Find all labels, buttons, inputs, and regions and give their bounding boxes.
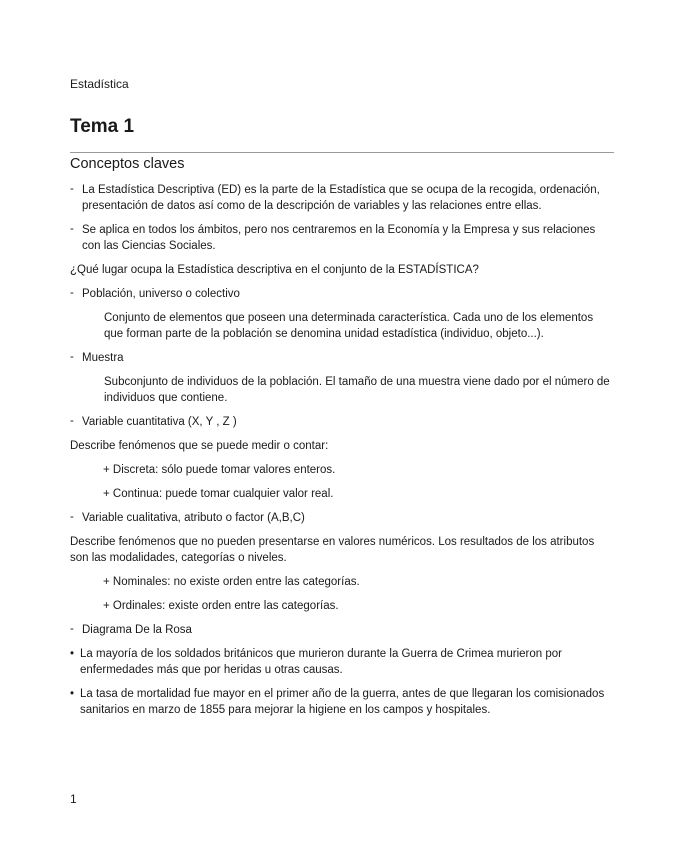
muestra-definition: Subconjunto de individuos de la población. El tamaño de una muestra viene dado por el número de individuos que contiene.	[104, 376, 610, 404]
bullet-item-mortalidad	[70, 686, 615, 718]
list-item-text: Muestra	[82, 352, 124, 364]
cuantitativa-description: Describe fenómenos que se puede medir o contar:	[70, 440, 329, 452]
dash-marker: -	[70, 183, 74, 195]
bullet-item-text: La tasa de mortalidad fue mayor en el primer año de la guerra, antes de que llegaran los comisionados sanitarios en marzo de 1855 para mejorar la higiene en los campos y hospitales.	[80, 688, 605, 716]
list-item-diagrama-rosa	[70, 622, 615, 638]
list-item-poblacion	[70, 286, 615, 302]
dash-marker: -	[70, 351, 74, 363]
bullet-marker: •	[70, 688, 75, 700]
sub-item-discreta: + Discreta: sólo puede tomar valores enteros.	[103, 464, 336, 476]
list-item-text: Población, universo o colectivo	[82, 288, 240, 300]
dash-marker: -	[70, 511, 74, 523]
list-item-text: La Estadística Descriptiva (ED) es la parte de la Estadística que se ocupa de la recogida, ordenación, presentación de datos así como de la descripción de variables y las relaciones entre ellas.	[82, 184, 600, 212]
sub-item-nominales: + Nominales: no existe orden entre las categorías.	[103, 576, 360, 588]
sub-item-ordinales: + Ordinales: existe orden entre las categorías.	[103, 600, 339, 612]
cualitativa-description: Describe fenómenos que no pueden presentarse en valores numéricos. Los resultados de los atributos son las modalidades, categorías o niveles.	[70, 536, 595, 564]
page-number: 1	[70, 792, 77, 806]
bullet-marker: •	[70, 648, 75, 660]
list-item-ambitos	[70, 222, 615, 254]
dash-marker: -	[70, 415, 74, 427]
section-heading: Conceptos claves	[70, 156, 185, 172]
list-item-variable-cualitativa	[70, 510, 615, 526]
question-paragraph: ¿Qué lugar ocupa la Estadística descriptiva en el conjunto de la ESTADÍSTICA?	[70, 264, 479, 276]
dash-marker: -	[70, 623, 74, 635]
list-item-text: Variable cuantitativa (X, Y , Z )	[82, 416, 237, 428]
poblacion-definition: Conjunto de elementos que poseen una determinada característica. Cada uno de los elementos que forman parte de la población se denomina unidad estadística (individuo, objeto...).	[104, 312, 594, 340]
list-item-variable-cuantitativa	[70, 414, 615, 430]
document-header-label: Estadística	[70, 77, 129, 91]
page-title: Tema 1	[70, 116, 135, 137]
sub-item-continua: + Continua: puede tomar cualquier valor real.	[103, 488, 334, 500]
bullet-item-enfermedades	[70, 646, 615, 678]
title-divider	[70, 152, 614, 153]
list-item-text: Se aplica en todos los ámbitos, pero nos centraremos en la Economía y la Empresa y sus relaciones con las Ciencias Sociales.	[82, 224, 596, 252]
bullet-item-text: La mayoría de los soldados británicos que murieron durante la Guerra de Crimea murieron por enfermedades más que por heridas u otras causas.	[80, 648, 562, 676]
dash-marker: -	[70, 223, 74, 235]
list-item-muestra	[70, 350, 615, 366]
dash-marker: -	[70, 287, 74, 299]
list-item-text: Variable cualitativa, atributo o factor (A,B,C)	[82, 512, 305, 524]
list-item-text: Diagrama De la Rosa	[82, 624, 192, 636]
list-item-estadistica-descriptiva	[70, 182, 615, 214]
document-body	[70, 182, 615, 726]
